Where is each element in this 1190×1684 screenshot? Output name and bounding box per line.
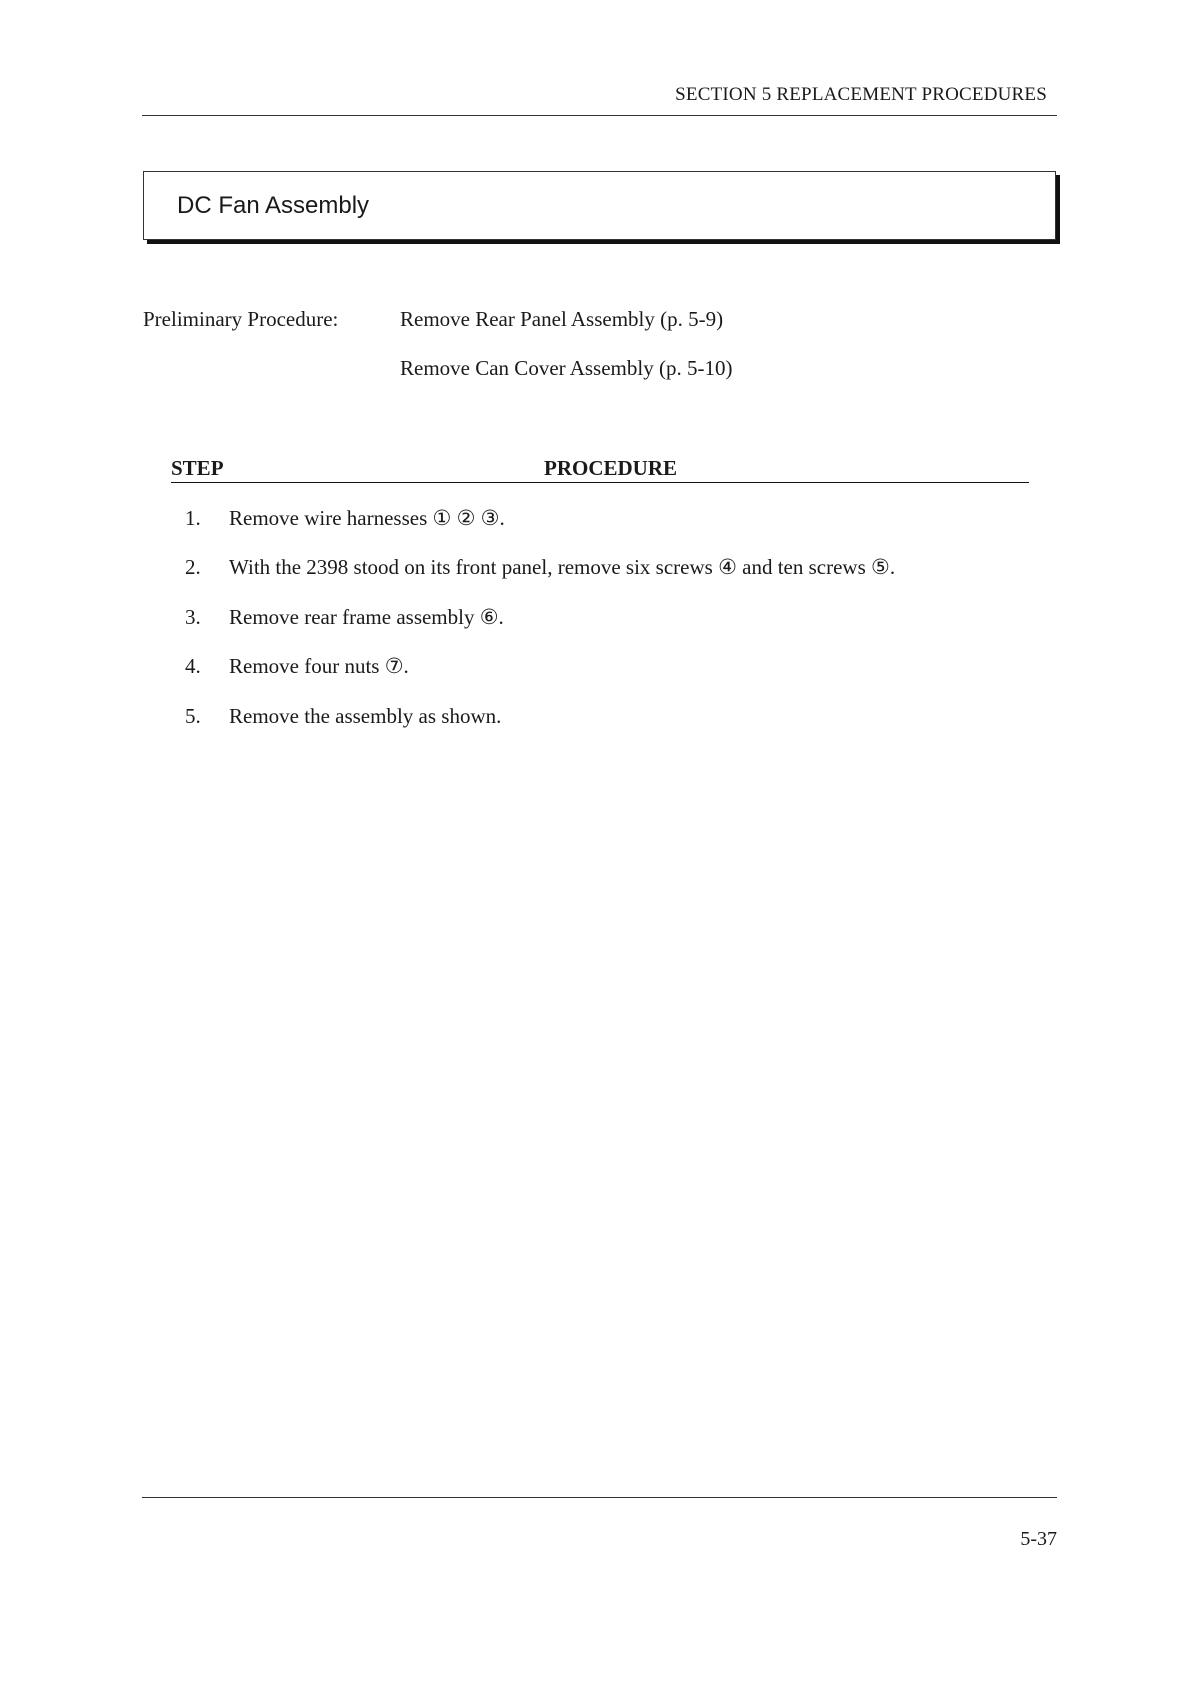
- step-number: 2.: [185, 555, 201, 579]
- step-number: 4.: [185, 654, 201, 678]
- step-text: Remove rear frame assembly ⑥.: [229, 605, 504, 629]
- step-text: With the 2398 stood on its front panel, remove six screws ④ and ten screws ⑤.: [229, 555, 896, 579]
- title-box: [143, 171, 1056, 240]
- preliminary-item: Remove Rear Panel Assembly (p. 5-9): [400, 307, 724, 331]
- step-number: 3.: [185, 605, 201, 629]
- table-header: [171, 456, 1029, 483]
- footer-rule: [142, 1497, 1057, 1498]
- column-header-procedure: PROCEDURE: [544, 456, 678, 480]
- header-rule: [142, 115, 1057, 116]
- column-header-step: STEP: [171, 456, 224, 480]
- step-text: Remove four nuts ⑦.: [229, 654, 409, 678]
- step-number: 1.: [185, 506, 201, 530]
- step-number: 5.: [185, 704, 201, 728]
- preliminary-label: Preliminary Procedure:: [143, 307, 339, 331]
- running-header: SECTION 5 REPLACEMENT PROCEDURES: [675, 84, 1047, 105]
- step-text: Remove wire harnesses ① ② ③.: [229, 506, 505, 530]
- step-text: Remove the assembly as shown.: [229, 704, 502, 728]
- preliminary-item: Remove Can Cover Assembly (p. 5-10): [400, 356, 733, 380]
- page-title: DC Fan Assembly: [177, 192, 370, 219]
- page-number: 5-37: [1020, 1528, 1057, 1550]
